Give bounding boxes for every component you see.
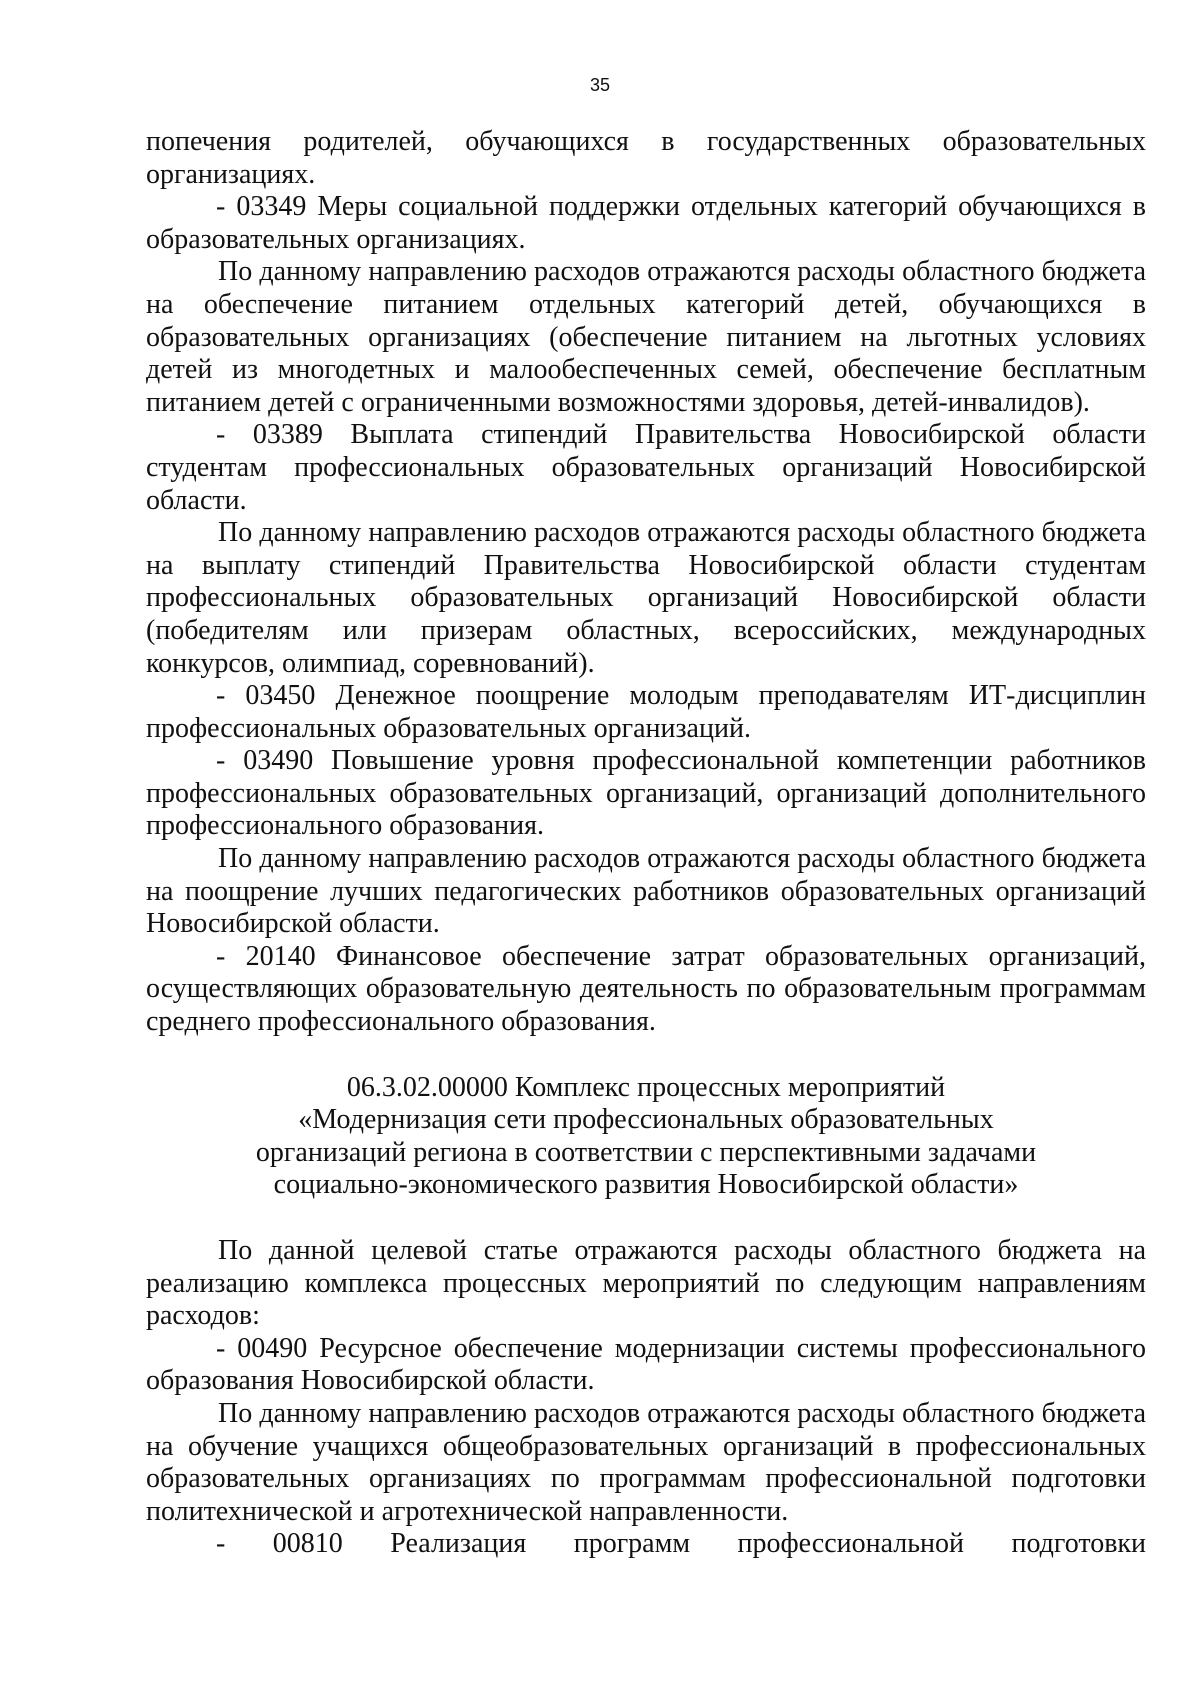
paragraph: По данному направлению расходов отражаются расходы областного бюджета на выплату стипендий Правительства Новосибирской области студентам профессиональных образовательных организаций Новосибирской области (победителям или призерам областных, всероссийских, международных конкурсов, олимпиад, соревнований).	[146, 517, 1146, 679]
paragraph: По данному направлению расходов отражаются расходы областного бюджета на обучение учащихся общеобразовательных организаций в профессиональных образовательных организациях по программам профессиональной подготовки политехнической и агротехнической направленности.	[146, 1397, 1146, 1527]
list-item: - 00490 Ресурсное обеспечение модернизации системы профессионального образования Новосибирской области.	[146, 1332, 1146, 1397]
paragraph: По данному направлению расходов отражаются расходы областного бюджета на поощрение лучших педагогических работников образовательных организаций Новосибирской области.	[146, 843, 1146, 940]
section-title-line: 06.3.02.00000 Комплекс процессных мероприятий	[346, 1071, 946, 1103]
list-item: - 03349 Меры социальной поддержки отдельных категорий обучающихся в образовательных организациях.	[146, 191, 1146, 255]
list-item: - 03389 Выплата стипендий Правительства Новосибирской области студентам профессиональных образовательных организаций Новосибирской области.	[146, 419, 1146, 516]
section-title-line: социально-экономического развития Новосибирской области»	[273, 1169, 1019, 1201]
list-item: - 00810 Реализация программ профессиональной подготовки	[216, 1528, 1146, 1560]
section-title	[146, 1072, 1146, 1202]
list-item: - 03450 Денежное поощрение молодым преподавателям ИТ-дисциплин профессиональных образовательных организаций.	[146, 680, 1146, 744]
paragraph: По данному направлению расходов отражаются расходы областного бюджета на обеспечение питанием отдельных категорий детей, обучающихся в образовательных организациях (обеспечение питанием на льготных условиях детей из многодетных и малообеспеченных семей, обеспечение бесплатным питанием детей с ограниченными возможностями здоровья, детей-инвалидов).	[146, 256, 1146, 418]
list-item: - 20140 Финансовое обеспечение затрат образовательных организаций, осуществляющих образовательную деятельность по образовательным программам среднего профессионального образования.	[146, 940, 1146, 1038]
paragraph: попечения родителей, обучающихся в государственных образовательных организациях.	[146, 126, 1146, 190]
section-title-line: «Модернизация сети профессиональных образовательных	[298, 1104, 994, 1136]
list-item: - 03490 Повышение уровня профессиональной компетенции работников профессиональных образовательных организаций, организаций дополнительного профессионального образования.	[146, 745, 1146, 842]
paragraph: По данной целевой статье отражаются расходы областного бюджета на реализацию комплекса процессных мероприятий по следующим направлениям расходов:	[146, 1235, 1146, 1332]
section-title-line: организаций региона в соответствии с перспективными задачами	[255, 1136, 1037, 1168]
page-number: 35	[589, 75, 611, 95]
document-body	[146, 126, 1146, 1561]
